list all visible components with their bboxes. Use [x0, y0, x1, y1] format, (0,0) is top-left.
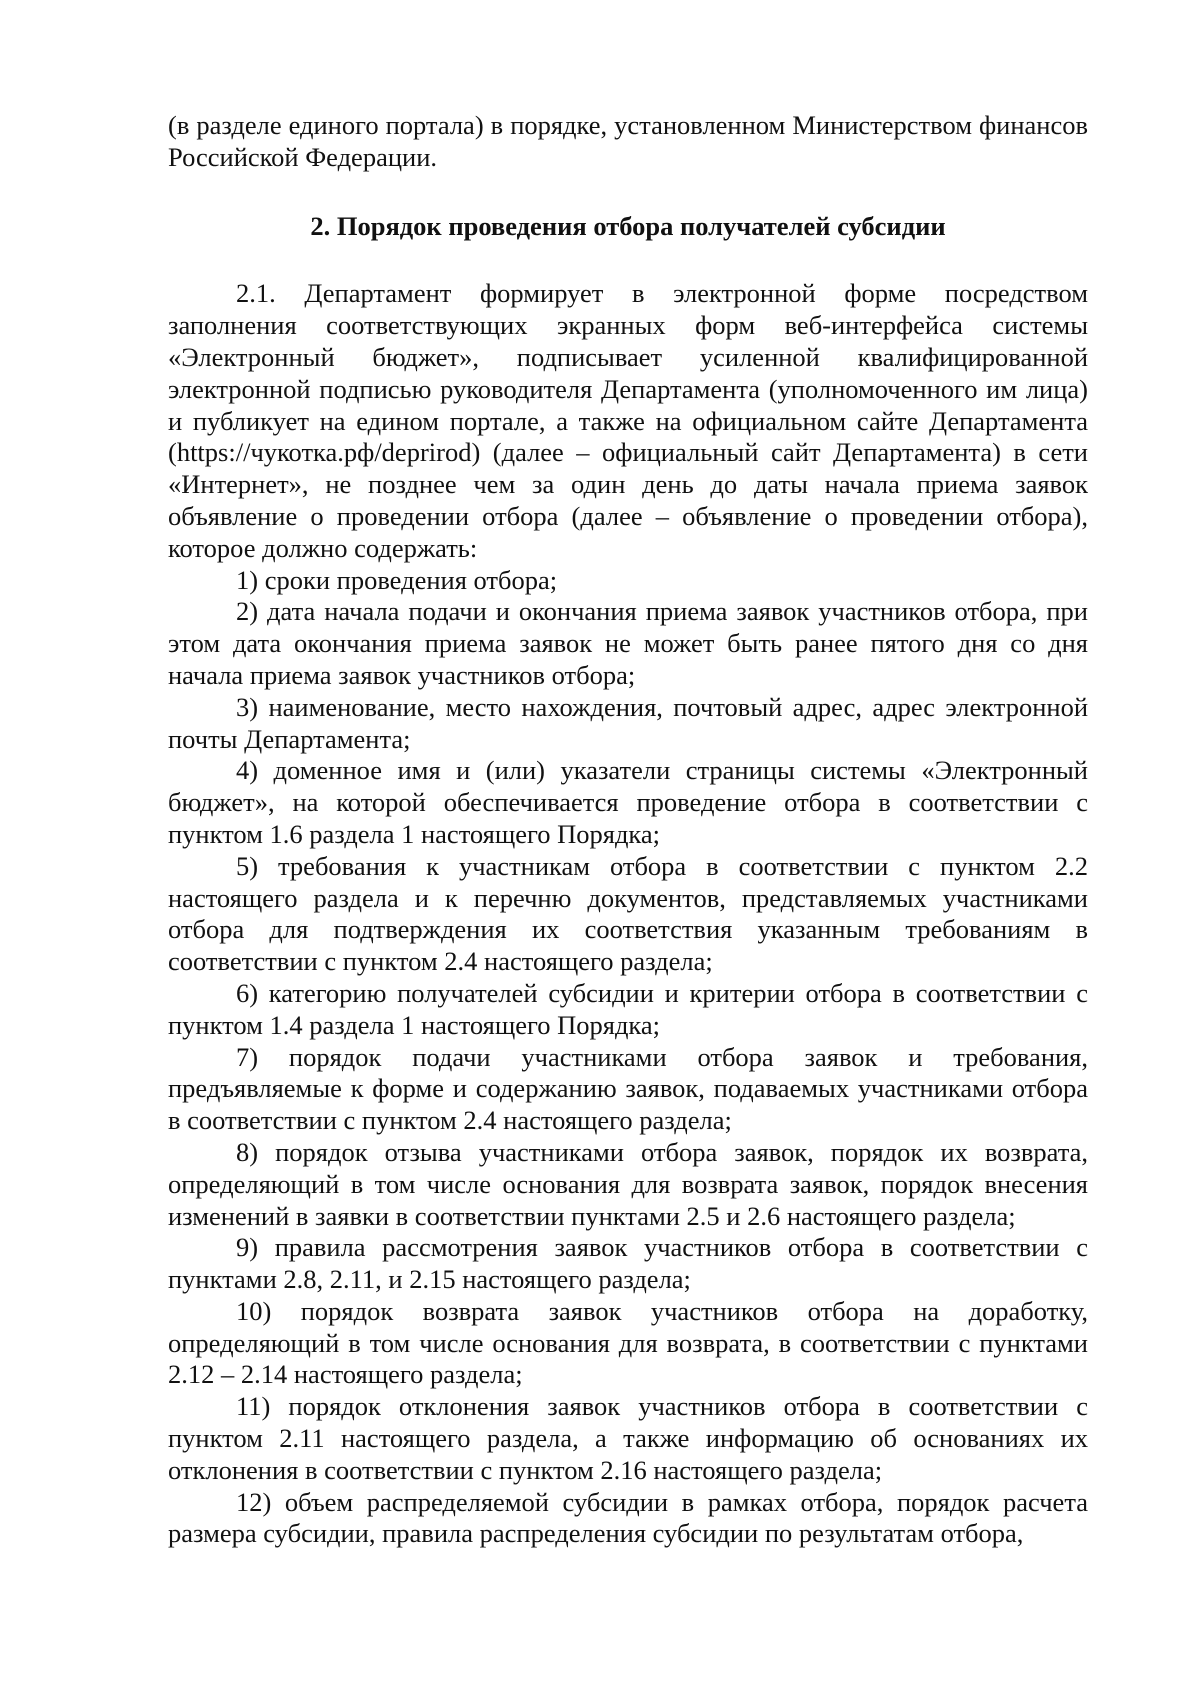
- document-page: [168, 110, 1088, 1550]
- list-item: 10) порядок возврата заявок участников отбора на доработку, определяющий в том числе основания для возврата, в соответствии с пунктами 2.12 – 2.14 настоящего раздела;: [168, 1295, 1088, 1390]
- list-item: 3) наименование, место нахождения, почтовый адрес, адрес электронной почты Департамента;: [168, 691, 1088, 754]
- section-heading: 2. Порядок проведения отбора получателей субсидии: [310, 210, 946, 241]
- intro-paragraph: (в разделе единого портала) в порядке, установленном Министерством финансов Российской Федерации.: [168, 110, 1088, 172]
- list-item: 9) правила рассмотрения заявок участников отбора в соответствии с пунктами 2.8, 2.11, и 2.15 настоящего раздела;: [168, 1232, 1088, 1295]
- list-item: 11) порядок отклонения заявок участников отбора в соответствии с пунктом 2.11 настоящего раздела, а также информацию об основаниях их отклонения в соответствии с пунктом 2.16 настоящего раздела;: [168, 1391, 1088, 1485]
- list-item: 7) порядок подачи участниками отбора заявок и требования, предъявляемые к форме и содержанию заявок, подаваемых участниками отбора в соответствии с пунктом 2.4 настоящего раздела;: [168, 1041, 1088, 1136]
- list-item: 8) порядок отзыва участниками отбора заявок, порядок их возврата, определяющий в том числе основания для возврата заявок, порядок внесения изменений в заявки в соответствии пунктами 2.5 и 2.6 настоящего раздела;: [168, 1136, 1088, 1231]
- list-item: 5) требования к участникам отбора в соответствии с пунктом 2.2 настоящего раздела и к перечню документов, представляемых участниками отбора для подтверждения их соответствия указанным требованиям в соответствии с пунктом 2.4 настоящего раздела;: [168, 850, 1088, 977]
- paragraph-2-1: 2.1. Департамент формирует в электронной форме посредством заполнения соответствующих экранных форм веб-интерфейса системы «Электронный бюджет», подписывает усиленной квалифицированной электронной подписью руководителя Департамента (уполномоченного им лица) и публикует на едином портале, а также на официальном сайте Департамента (https://чукотка.рф/deprirod) (далее – официальный сайт Департамента) в сети «Интернет», не позднее чем за один день до даты начала приема заявок объявление о проведении отбора (далее – объявление о проведении отбора), которое должно содержать:: [168, 278, 1088, 563]
- list-item: 6) категорию получателей субсидии и критерии отбора в соответствии с пунктом 1.4 раздела 1 настоящего Порядка;: [168, 977, 1088, 1040]
- list-item: 2) дата начала подачи и окончания приема заявок участников отбора, при этом дата окончания приема заявок не может быть ранее пятого дня со дня начала приема заявок участников отбора;: [168, 596, 1088, 690]
- list-item: 12) объем распределяемой субсидии в рамках отбора, порядок расчета размера субсидии, правила распределения субсидии по результатам отбора,: [168, 1486, 1088, 1549]
- list-item: 4) доменное имя и (или) указатели страницы системы «Электронный бюджет», на которой обеспечивается проведение отбора в соответствии с пунктом 1.6 раздела 1 настоящего Порядка;: [168, 755, 1088, 849]
- list-item: 1) сроки проведения отбора;: [236, 564, 558, 595]
